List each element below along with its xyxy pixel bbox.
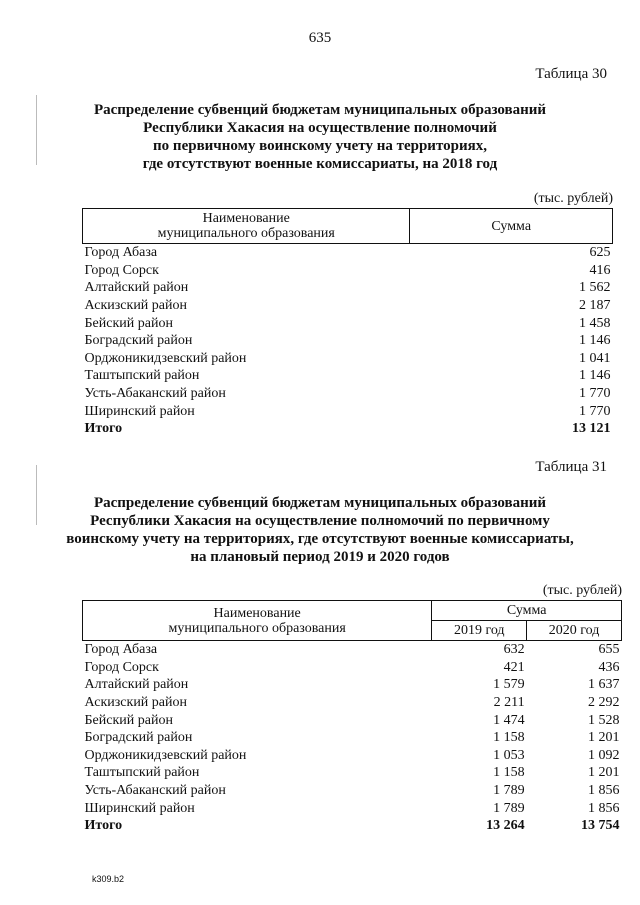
table-row [83,367,613,385]
table-row [83,350,613,368]
value-2020: 1 201 [588,730,620,746]
municipality-name: Город Сорск [84,262,159,278]
title-line: Республики Хакасия на осуществление полномочий [143,120,497,136]
table-31-title [40,494,600,566]
municipality-name: Город Абаза [84,642,158,658]
table-row [83,402,613,420]
document-code: k309.b2 [92,874,125,884]
value-2020: 1 856 [588,800,620,816]
table-30-title [40,101,600,173]
value-2019: 1 158 [493,730,525,746]
table-row [83,297,613,315]
total-row [83,817,622,835]
municipality-name: Боградский район [84,730,193,746]
value-2019: 1 789 [493,783,525,799]
title-line: по первичному воинскому учету на территориях, [153,138,487,154]
table-row [83,332,613,350]
value-2020: 2 292 [588,695,620,711]
title-line: Республики Хакасия на осуществление полномочий по первичному [90,513,550,529]
municipality-name: Город Сорск [84,659,159,675]
value-2020: 436 [598,659,620,675]
table-row [83,799,622,817]
table-31-label: Таблица 31 [535,459,607,475]
sum-value: 1 770 [579,403,611,419]
sum-value: 1 041 [579,350,611,366]
table-row [83,244,613,262]
table-row [83,385,613,403]
table-row [83,747,622,765]
sum-value: 1 458 [579,315,611,331]
table-31 [82,600,622,835]
title-line: Распределение субвенций бюджетам муниципальных образований [93,495,547,511]
value-2019: 1 789 [493,800,525,816]
total-label: Итого [84,818,123,834]
municipality-name: Алтайский район [84,677,189,693]
value-2020: 655 [598,642,620,658]
municipality-name: Ширинский район [84,800,195,816]
municipality-name: Таштыпский район [84,765,200,781]
value-2019: 421 [503,659,525,675]
municipality-name: Бейский район [84,315,173,331]
title-line: где отсутствуют военные комиссариаты, на 2018 год [142,156,498,172]
value-2019: 1 579 [493,677,525,693]
total-row [83,420,613,438]
table-row [83,659,622,677]
margin-mark [36,465,37,525]
title-line: Распределение субвенций бюджетам муниципальных образований [93,102,547,118]
table-header-row [83,209,613,244]
table-row [83,711,622,729]
title-line: воинскому учету на территориях, где отсутствуют военные комиссариаты, [66,531,574,547]
value-2020: 1 092 [588,747,620,763]
column-header-2019: 2019 год [432,621,527,641]
total-2020: 13 754 [581,818,620,834]
sum-value: 1 770 [579,386,611,402]
value-2019: 1 474 [493,712,525,728]
column-header-2020: 2020 год [527,621,622,641]
municipality-name: Боградский район [84,333,193,349]
municipality-name: Аскизский район [84,298,187,314]
value-2020: 1 856 [588,783,620,799]
municipality-name: Таштыпский район [84,368,200,384]
value-2019: 2 211 [493,695,525,711]
table-30 [82,208,613,438]
header-line: Наименование [202,211,290,226]
sum-value: 416 [589,262,611,278]
municipality-name: Бейский район [84,712,173,728]
value-2019: 632 [503,642,525,658]
column-header-name [83,601,432,641]
table-header-row [83,601,622,621]
table-row [83,729,622,747]
table-row [83,262,613,280]
value-2020: 1 637 [588,677,620,693]
municipality-name: Город Абаза [84,245,158,261]
total-label: Итого [84,421,123,437]
table-row [83,641,622,659]
sum-value: 625 [589,245,611,261]
header-line: муниципального образования [168,620,346,636]
municipality-name: Орджоникидзевский район [84,747,247,763]
table-row [83,764,622,782]
total-sum: 13 121 [572,421,611,437]
municipality-name: Орджоникидзевский район [84,350,247,366]
margin-mark [36,95,37,165]
column-header-sum: Сумма [410,209,613,244]
value-2020: 1 201 [588,765,620,781]
sum-value: 2 187 [579,298,611,314]
table-30-label: Таблица 30 [535,66,607,82]
table-row [83,314,613,332]
municipality-name: Ширинский район [84,403,195,419]
value-2019: 1 053 [493,747,525,763]
table-row [83,676,622,694]
table-row [83,694,622,712]
table-30-unit: (тыс. рублей) [533,191,613,206]
table-31-unit: (тыс. рублей) [542,583,622,598]
table-row [83,279,613,297]
header-line: Наименование [213,605,301,621]
sum-value: 1 146 [579,368,611,384]
title-line: на плановый период 2019 и 2020 годов [190,549,450,565]
municipality-name: Алтайский район [84,280,189,296]
table-row [83,782,622,800]
municipality-name: Усть-Абаканский район [84,783,226,799]
value-2019: 1 158 [493,765,525,781]
value-2020: 1 528 [588,712,620,728]
page-number: 635 [308,30,332,46]
municipality-name: Аскизский район [84,695,187,711]
header-line: муниципального образования [157,226,335,241]
total-2019: 13 264 [486,818,525,834]
municipality-name: Усть-Абаканский район [84,386,226,402]
sum-value: 1 146 [579,333,611,349]
column-header-name [83,209,410,244]
column-header-sum: Сумма [432,601,622,621]
sum-value: 1 562 [579,280,611,296]
